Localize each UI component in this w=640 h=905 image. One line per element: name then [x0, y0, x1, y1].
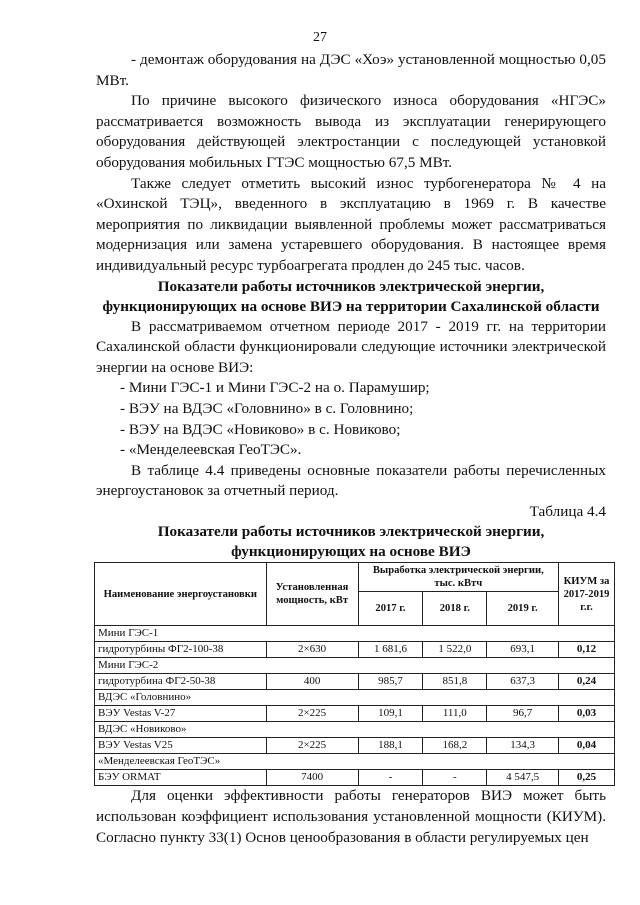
cell-2019: 96,7 [487, 706, 559, 722]
cell-capacity: 7400 [266, 770, 358, 786]
header-capacity: Установленная мощность, кВт [266, 563, 358, 626]
paragraph-5: В таблице 4.4 приведены основные показатели работы перечисленных энергоустановок за отчетный период. [96, 461, 606, 500]
header-2019: 2019 г. [487, 592, 559, 626]
cell-name: гидротурбины ФГ2-100-38 [95, 642, 267, 658]
cell-capacity: 400 [266, 674, 358, 690]
table-group-row [95, 722, 615, 738]
cell-2017: 188,1 [358, 738, 423, 754]
paragraph-6: Для оценки эффективности работы генераторов ВИЭ может быть использован коэффициент использования установленной мощности (КИУМ). Согласно пункту 33(1) Основ ценообразования в области регулируемых цен [96, 787, 606, 846]
cell-2019: 4 547,5 [487, 770, 559, 786]
header-kium: КИУМ за 2017-2019 г.г. [559, 563, 615, 626]
table-title: Показатели работы источников электрической энергии, функционирующих на основе ВИЭ [157, 523, 545, 561]
cell-2018: 1 522,0 [423, 642, 487, 658]
table-row [95, 674, 615, 690]
group-label: Мини ГЭС-2 [95, 658, 615, 674]
paragraph-4: В рассматриваемом отчетном периоде 2017 - 2019 гг. на территории Сахалинской области функционировали следующие источники электрической энергии на основе ВИЭ: [96, 317, 606, 376]
cell-name: БЭУ ORMAT [95, 770, 267, 786]
paragraph-2: По причине высокого физического износа оборудования «НГЭС» рассматривается возможность вывода из эксплуатации генерирующего оборудования действующей электростанции с последующей установкой оборудования мобильных ГТЭС мощностью 67,5 МВт. [96, 92, 606, 171]
list-item: - ВЭУ на ВДЭС «Головнино» в с. Головнино; [120, 399, 414, 417]
cell-kium: 0,25 [559, 770, 615, 786]
cell-kium: 0,12 [559, 642, 615, 658]
list-item: - ВЭУ на ВДЭС «Новиково» в с. Новиково; [120, 420, 401, 438]
cell-2019: 134,3 [487, 738, 559, 754]
paragraph-3: Также следует отметить высокий износ турбогенератора № 4 на «Охинской ТЭЦ», введенного в эксплуатацию в 1969 г. В качестве мероприятия по ликвидации выявленной проблемы может рассматриваться модернизация или замена устаревшего оборудования. В настоящее время индивидуальный ресурс турбоагрегата продлен до 245 тыс. часов. [96, 174, 606, 274]
group-label: Мини ГЭС-1 [95, 626, 615, 642]
table-group-row [95, 658, 615, 674]
header-2017: 2017 г. [358, 592, 423, 626]
table-row [95, 642, 615, 658]
group-label: ВДЭС «Головнино» [95, 690, 615, 706]
cell-kium: 0,24 [559, 674, 615, 690]
cell-2017: - [358, 770, 423, 786]
data-table [94, 562, 615, 786]
cell-name: ВЭУ Vestas V-27 [95, 706, 267, 722]
document-body [96, 50, 610, 848]
cell-2019: 637,3 [487, 674, 559, 690]
cell-2018: 111,0 [423, 706, 487, 722]
list-item: - Мини ГЭС-1 и Мини ГЭС-2 на о. Парамушир; [120, 379, 430, 397]
table-group-row [95, 690, 615, 706]
cell-2017: 109,1 [358, 706, 423, 722]
cell-2018: 168,2 [423, 738, 487, 754]
table-header-row [95, 563, 615, 592]
header-name: Наименование энергоустановки [95, 563, 267, 626]
cell-2018: 851,8 [423, 674, 487, 690]
table-row [95, 706, 615, 722]
table-group-row [95, 626, 615, 642]
cell-2017: 985,7 [358, 674, 423, 690]
section-heading: Показатели работы источников электрической энергии, функционирующих на основе ВИЭ на территории Сахалинской области [102, 277, 600, 315]
cell-2019: 693,1 [487, 642, 559, 658]
group-label: ВДЭС «Новиково» [95, 722, 615, 738]
cell-capacity: 2×630 [266, 642, 358, 658]
cell-capacity: 2×225 [266, 706, 358, 722]
header-2018: 2018 г. [423, 592, 487, 626]
cell-kium: 0,03 [559, 706, 615, 722]
table-row [95, 738, 615, 754]
page-number: 27 [313, 30, 327, 45]
group-label: «Менделеевская ГеоТЭС» [95, 754, 615, 770]
cell-kium: 0,04 [559, 738, 615, 754]
list-item: - «Менделеевская ГеоТЭС». [120, 441, 302, 459]
cell-2018: - [423, 770, 487, 786]
cell-name: гидротурбина ФГ2-50-38 [95, 674, 267, 690]
table-row [95, 770, 615, 786]
table-group-row [95, 754, 615, 770]
paragraph-1: - демонтаж оборудования на ДЭС «Хоэ» установленной мощностью 0,05 МВт. [96, 51, 606, 89]
cell-name: ВЭУ Vestas V25 [95, 738, 267, 754]
table-number: Таблица 4.4 [529, 502, 606, 520]
header-output: Выработка электрической энергии, тыс. кВтч [358, 563, 559, 592]
cell-capacity: 2×225 [266, 738, 358, 754]
cell-2017: 1 681,6 [358, 642, 423, 658]
